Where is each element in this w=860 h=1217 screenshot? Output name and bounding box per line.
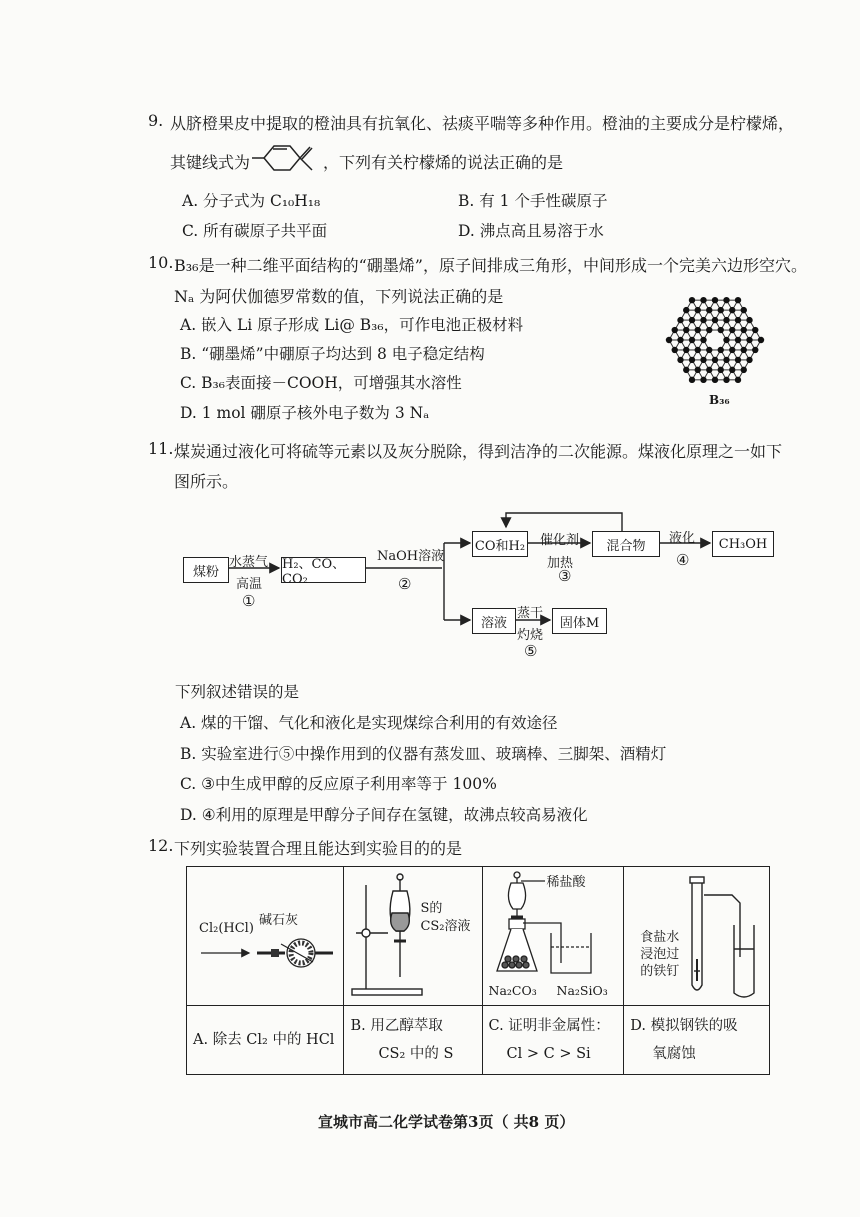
- flow-label-evaporate: 蒸干: [517, 606, 544, 621]
- boron-atom: [689, 377, 695, 383]
- flow-node-methanol-label: CH₃OH: [718, 536, 768, 552]
- boron-atom: [677, 357, 683, 363]
- boron-atom: [700, 377, 706, 383]
- boron-atom: [712, 317, 718, 323]
- option-d-cell: [624, 1006, 770, 1075]
- q10-option-a: A. 嵌入 Li 原子形成 Li@ B₃₆，可作电池正极材料: [180, 316, 524, 334]
- q10-option-c: C. B₃₆表面接－COOH，可增强其水溶性: [180, 374, 462, 392]
- apparatus-a-gas-label: Cl₂(HCl): [199, 921, 254, 936]
- q9-option-c: C. 所有碳原子共平面: [182, 222, 328, 240]
- separatory-funnel-stand-icon: [348, 873, 428, 1001]
- q9-option-b: B. 有 1 个手性碳原子: [458, 192, 608, 210]
- boron-atom: [712, 377, 718, 383]
- boron-atom: [695, 367, 701, 373]
- boron-atom: [700, 317, 706, 323]
- oxygen-corrosion-tube-icon: [686, 873, 770, 1001]
- boron-atom: [723, 317, 729, 323]
- q9-number: 9.: [148, 111, 164, 130]
- flow-step-3: ③: [558, 567, 572, 585]
- flow-label-catalyst: 催化剂: [540, 533, 580, 548]
- boron-atom: [718, 347, 724, 353]
- boron-atom: [741, 367, 747, 373]
- flow-label-burn: 灼烧: [517, 628, 544, 643]
- boron-atom: [723, 377, 729, 383]
- boron-atom: [741, 347, 747, 353]
- boron-atom: [735, 357, 741, 363]
- boron-atom: [700, 297, 706, 303]
- boron-atom: [729, 327, 735, 333]
- boron-atom: [735, 297, 741, 303]
- boron-atom: [706, 367, 712, 373]
- flow-step-1: ①: [242, 592, 256, 610]
- page-footer: 宣城市高二化学试卷第3页（ 共8 页）: [318, 1113, 575, 1131]
- q12-option-c-line2: Cl > C > Si: [506, 1046, 591, 1062]
- option-a-cell: [187, 1006, 344, 1075]
- flow-step-5: ⑤: [524, 642, 538, 660]
- q9-option-a: A. 分子式为 C₁₀H₁₈: [182, 192, 321, 210]
- flow-node-co-h2: [472, 531, 528, 557]
- boron-atom: [706, 347, 712, 353]
- apparatus-c-hcl-label: 稀盐酸: [546, 875, 586, 890]
- apparatus-b-cell: [344, 867, 482, 1006]
- boron-atom: [683, 347, 689, 353]
- flow-node-gases: [281, 557, 366, 587]
- q12-stem: 下列实验装置合理且能达到实验目的的是: [174, 839, 463, 858]
- boron-atom: [706, 327, 712, 333]
- boron-atom: [689, 357, 695, 363]
- flow-step-2: ②: [398, 575, 412, 593]
- flow-node-mixture: [592, 531, 660, 557]
- drying-tube-icon: [195, 933, 341, 975]
- apparatus-b-s-label: S的: [420, 901, 443, 916]
- apparatus-d-label: [640, 929, 679, 980]
- flow-step-4: ④: [676, 551, 690, 569]
- q11-stem-line1: 煤炭通过液化可将硫等元素以及灰分脱除，得到洁净的二次能源。煤液化原理之一如下: [174, 442, 783, 461]
- option-c-cell: [482, 1006, 624, 1075]
- q10-option-d: D. 1 mol 硼原子核外电子数为 3 Nₐ: [180, 404, 430, 422]
- boron-atom: [752, 347, 758, 353]
- q11-option-b: B. 实验室进行⑤中操作用到的仪器有蒸发皿、玻璃棒、三脚架、酒精灯: [180, 745, 667, 763]
- q11-option-d: D. ④利用的原理是甲醇分子间存在氢键，故沸点较高易液化: [180, 806, 588, 824]
- boron-atom: [683, 327, 689, 333]
- q11-option-c: C. ③中生成甲醇的反应原子利用率等于 100%: [180, 775, 497, 793]
- boron-atom: [700, 337, 706, 343]
- q12-number: 12.: [148, 836, 174, 855]
- boron-atom: [718, 367, 724, 373]
- boron-atom: [723, 297, 729, 303]
- boron-atom: [672, 347, 678, 353]
- limonene-structure-figure: [252, 138, 324, 178]
- flow-node-coal: [183, 557, 229, 583]
- q9-option-d: D. 沸点高且易溶于水: [458, 222, 604, 240]
- boron-atom: [712, 297, 718, 303]
- q12-option-d-line1: D. 模拟钢铁的吸: [630, 1018, 738, 1034]
- boron-atom: [695, 347, 701, 353]
- boron-atom: [735, 337, 741, 343]
- boron-atom: [700, 357, 706, 363]
- boron-atom: [712, 357, 718, 363]
- apparatus-c-na2sio3-label: Na₂SiO₃: [556, 983, 608, 998]
- q11-number: 11.: [148, 439, 174, 458]
- q12-option-b-line2: CS₂ 中的 S: [378, 1046, 454, 1062]
- boron-atom: [746, 337, 752, 343]
- experiment-table: [186, 866, 770, 1075]
- boron-atom: [758, 337, 764, 343]
- boron-atom: [746, 317, 752, 323]
- q9-stem-line2-suffix: ，下列有关柠檬烯的说法正确的是: [323, 153, 564, 172]
- flow-node-mixture-label: 混合物: [606, 538, 646, 554]
- boron-atom: [723, 357, 729, 363]
- q11-prompt: 下列叙述错误的是: [175, 683, 300, 701]
- flow-node-solid-m: [552, 608, 607, 634]
- q12-option-c-line1: C. 证明非金属性：: [488, 1018, 610, 1034]
- boron-atom: [741, 327, 747, 333]
- boron-atom: [677, 317, 683, 323]
- boron-atom: [718, 307, 724, 313]
- apparatus-c-cell: [482, 867, 624, 1006]
- flow-label-liquefy: 液化: [669, 531, 696, 546]
- boron-atom: [666, 337, 672, 343]
- apparatus-d-label-line3: 的铁钉: [640, 964, 680, 979]
- boron-atom: [689, 337, 695, 343]
- boron-atom: [729, 347, 735, 353]
- flow-node-gases-label: H₂、CO、CO₂: [282, 557, 346, 587]
- b36-figure-label: B₃₆: [709, 393, 730, 407]
- boron-atom: [706, 307, 712, 313]
- boron-atom: [729, 307, 735, 313]
- apparatus-d-label-line2: 浸泡过: [640, 947, 680, 962]
- boron-atom: [741, 307, 747, 313]
- apparatus-d-cell: [624, 867, 770, 1006]
- boron-atom: [683, 307, 689, 313]
- flow-node-co-h2-label: CO和H₂: [474, 538, 526, 554]
- option-b-cell: [344, 1006, 482, 1075]
- flow-node-solid-m-label: 固体M: [559, 615, 600, 631]
- q10-stem-line1: B₃₆是一种二维平面结构的“硼墨烯”，原子间排成三角形，中间形成一个完美六边形空穴。: [174, 256, 807, 275]
- b36-lattice-figure: [650, 285, 780, 395]
- flow-node-methanol: [712, 531, 774, 557]
- q11-option-a: A. 煤的干馏、气化和液化是实现煤综合利用的有效途径: [180, 714, 558, 732]
- q9-stem-line1: 从脐橙果皮中提取的橙油具有抗氧化、祛痰平喘等多种作用。橙油的主要成分是柠檬烯，: [170, 114, 795, 133]
- boron-atom: [689, 297, 695, 303]
- flow-node-solution-label: 溶液: [480, 615, 507, 631]
- boron-atom: [746, 357, 752, 363]
- flow-node-solution: [472, 608, 516, 634]
- boron-atom: [723, 337, 729, 343]
- apparatus-d-label-line1: 食盐水: [640, 930, 680, 945]
- q10-number: 10.: [148, 253, 174, 272]
- boron-atom: [689, 317, 695, 323]
- apparatus-a-lime-label: 碱石灰: [259, 913, 299, 928]
- q12-option-d-line2: 氧腐蚀: [652, 1046, 696, 1062]
- boron-atom: [672, 327, 678, 333]
- boron-atom: [677, 337, 683, 343]
- boron-atom: [735, 377, 741, 383]
- boron-atom: [683, 367, 689, 373]
- q12-option-a: A. 除去 Cl₂ 中的 HCl: [193, 1032, 335, 1048]
- boron-atom: [695, 307, 701, 313]
- apparatus-b-cs2-label: CS₂溶液: [420, 919, 471, 934]
- q9-stem-line2-prefix: 其键线式为: [170, 153, 251, 172]
- boron-atom: [695, 327, 701, 333]
- boron-atom: [729, 367, 735, 373]
- apparatus-a-cell: [187, 867, 344, 1006]
- q12-option-b-line1: B. 用乙醇萃取: [350, 1018, 443, 1034]
- q11-stem-line2: 图所示。: [174, 472, 239, 491]
- flow-node-coal-label: 煤粉: [192, 564, 219, 580]
- flow-label-steam: 水蒸气: [229, 555, 269, 570]
- flow-label-naoh: NaOH溶液: [377, 549, 445, 564]
- boron-atom: [718, 327, 724, 333]
- boron-atom: [735, 317, 741, 323]
- flow-label-high-temp: 高温: [236, 577, 263, 592]
- q10-option-b: B. “硼墨烯”中硼原子均达到 8 电子稳定结构: [180, 345, 485, 363]
- flow-label-heat: 加热: [547, 556, 574, 571]
- apparatus-c-na2co3-label: Na₂CO₃: [488, 983, 537, 998]
- boron-atom: [752, 327, 758, 333]
- q10-stem-line2: Nₐ 为阿伏伽德罗常数的值，下列说法正确的是: [174, 287, 504, 306]
